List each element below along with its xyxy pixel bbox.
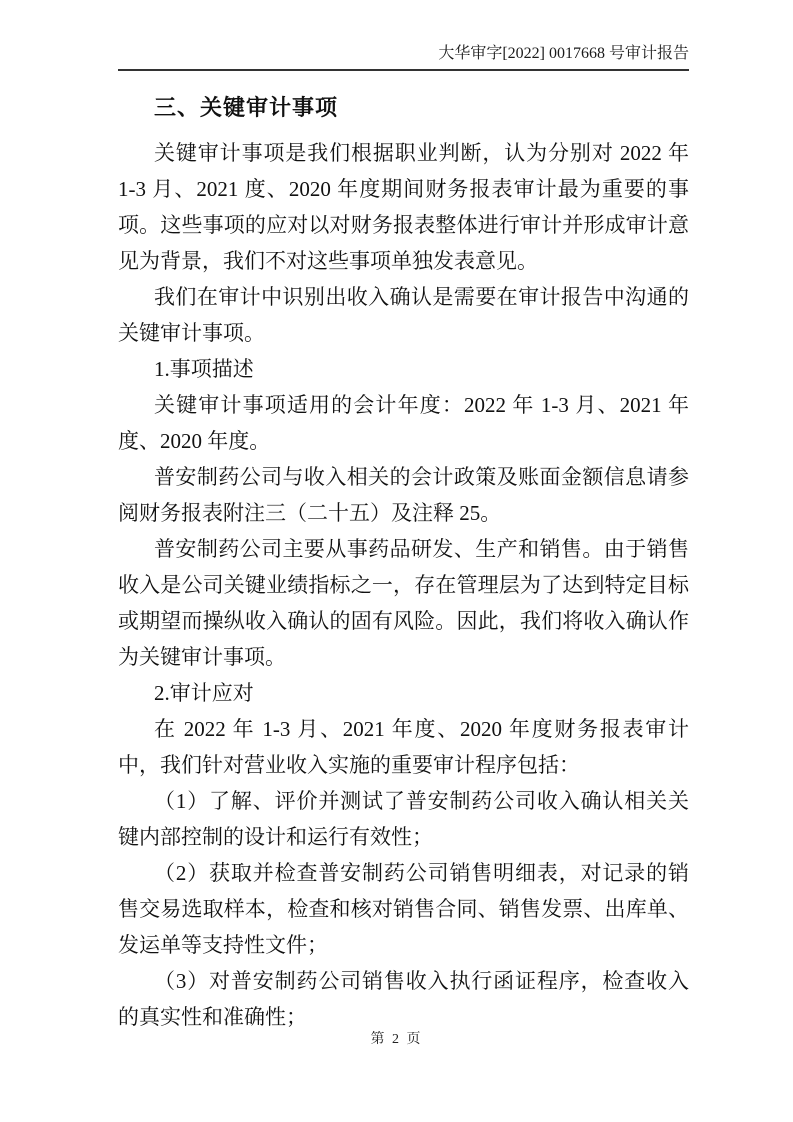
paragraph: 我们在审计中识别出收入确认是需要在审计报告中沟通的关键审计事项。 [118,285,689,345]
paragraph: 2.审计应对 [154,681,254,705]
paragraph: （2）获取并检查普安制药公司销售明细表，对记录的销售交易选取样本，检查和核对销售合同、销售发票、出库单、发运单等支持性文件； [118,861,689,957]
paragraph: 关键审计事项适用的会计年度：2022 年 1-3 月、2021 年度、2020 年度。 [118,393,689,453]
paragraph: 普安制药公司主要从事药品研发、生产和销售。由于销售收入是公司关键业绩指标之一，存在管理层为了达到特定目标或期望而操纵收入确认的固有风险。因此，我们将收入确认作为关键审计事项。 [118,537,689,669]
page-content [118,0,689,1035]
paragraph: 1.事项描述 [154,357,254,381]
section-title: 三、关键审计事项 [154,95,339,120]
page-footer [0,1028,793,1048]
paragraph: 关键审计事项是我们根据职业判断，认为分别对 2022 年 1-3 月、2021 度、2020 年度期间财务报表审计最为重要的事项。这些事项的应对以对财务报表整体进行审计并形成审计意见为背景，我们不对这些事项单独发表意见。 [118,141,689,273]
paragraph: （3）对普安制药公司销售收入执行函证程序，检查收入的真实性和准确性； [118,969,689,1029]
page-number: 第 2 页 [370,1032,423,1047]
paragraph: 普安制药公司与收入相关的会计政策及账面金额信息请参阅财务报表附注三（二十五）及注释 25。 [118,465,689,525]
paragraph: 在 2022 年 1-3 月、2021 年度、2020 年度财务报表审计中，我们针对营业收入实施的重要审计程序包括： [118,717,689,777]
paragraph: （1）了解、评价并测试了普安制药公司收入确认相关关键内部控制的设计和运行有效性； [118,789,689,849]
page-header [118,44,689,71]
report-number: 大华审字[2022] 0017668 号审计报告 [438,45,689,62]
body-text [118,135,689,1035]
